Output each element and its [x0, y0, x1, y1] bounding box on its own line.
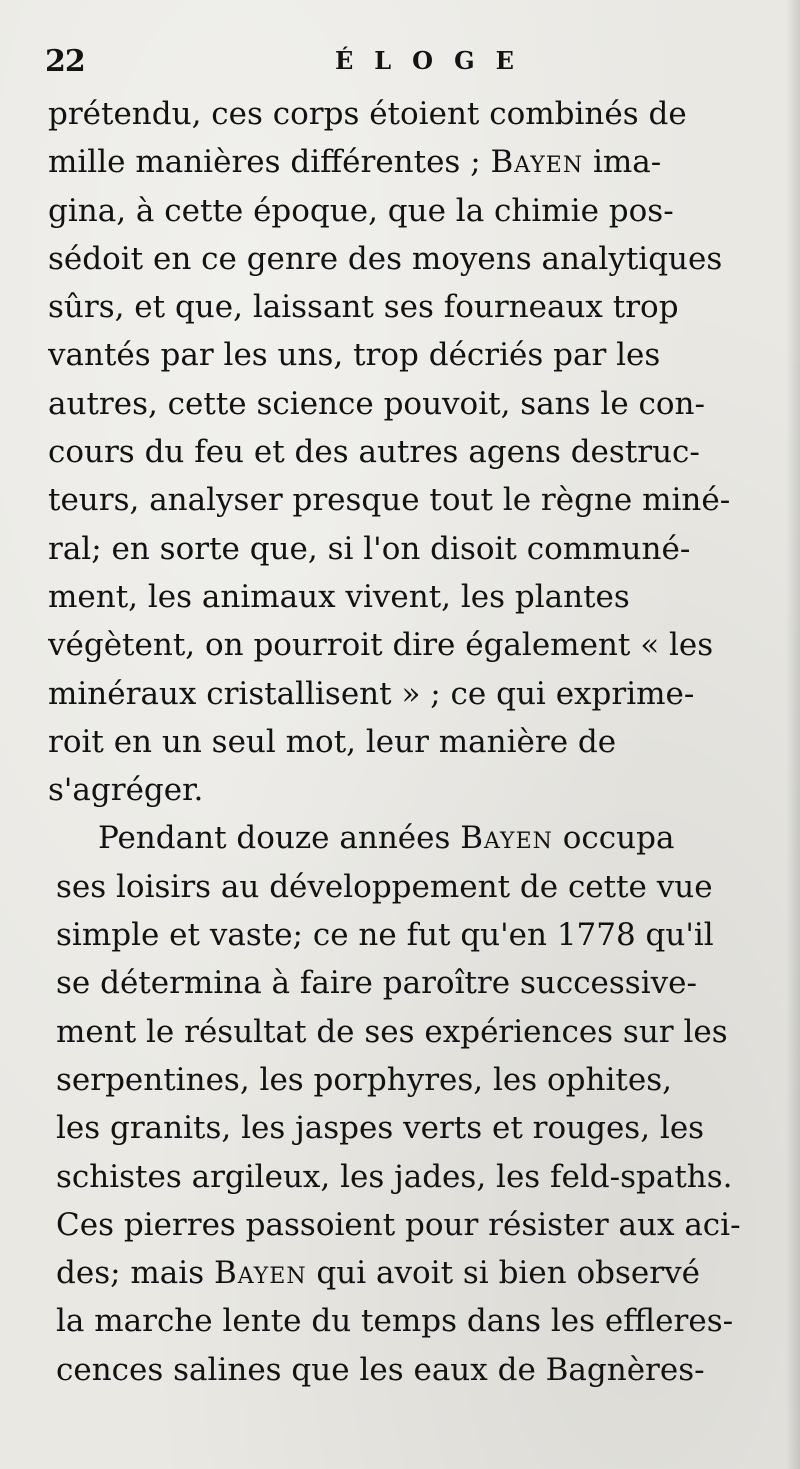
text-line: ral; en sorte que, si l'on disoit communé- [48, 530, 691, 567]
paragraph-1 [48, 90, 768, 814]
text-line: schistes argileux, les jades, les feld-spaths. [56, 1158, 733, 1195]
text-line: serpentines, les porphyres, les ophites, [56, 1061, 672, 1098]
text-line: ment le résultat de ses expériences sur les [56, 1013, 728, 1050]
text-line: cours du feu et des autres agens destruc- [48, 434, 700, 471]
page-number: 22 [45, 44, 85, 79]
text-line: cences salines que les eaux de Bagnères- [56, 1351, 705, 1388]
text-line: se détermina à faire paroître successive- [56, 965, 697, 1002]
text-line: la marche lente du temps dans les effleres- [56, 1303, 734, 1340]
running-head: ÉLOGE [335, 46, 535, 75]
paragraph-2 [56, 814, 768, 1394]
text-line: simple et vaste; ce ne fut qu'en 1778 qu'il [56, 917, 714, 954]
page-edge-shadow [786, 0, 800, 1469]
text-line: gina, à cette époque, que la chimie pos- [48, 192, 674, 229]
text-line: végètent, on pourroit dire également « les [48, 627, 714, 664]
text-line: s'agréger. [48, 772, 204, 809]
text-line: sédoit en ce genre des moyens analytiques [48, 240, 723, 277]
text-line: teurs, analyser presque tout le règne miné- [48, 482, 731, 519]
text-line: ment, les animaux vivent, les plantes [48, 578, 630, 615]
page-header [45, 38, 765, 88]
text-line: ses loisirs au développement de cette vue [56, 868, 713, 905]
text-line: mille manières différentes ; Bayen ima- [48, 144, 662, 181]
text-line: vantés par les uns, trop décriés par les [48, 337, 661, 374]
text-line: sûrs, et que, laissant ses fourneaux trop [48, 289, 679, 326]
body-text [48, 90, 768, 1394]
text-line: minéraux cristallisent » ; ce qui exprime- [48, 675, 695, 712]
text-line: roit en un seul mot, leur manière de [48, 723, 617, 760]
text-line: Pendant douze années Bayen occupa [98, 820, 675, 857]
text-line: les granits, les jaspes verts et rouges, les [56, 1110, 705, 1147]
text-line: Ces pierres passoient pour résister aux aci- [56, 1206, 741, 1243]
text-line: des; mais Bayen qui avoit si bien observé [56, 1255, 700, 1292]
text-line: prétendu, ces corps étoient combinés de [48, 96, 687, 132]
text-line: autres, cette science pouvoit, sans le con- [48, 385, 705, 422]
